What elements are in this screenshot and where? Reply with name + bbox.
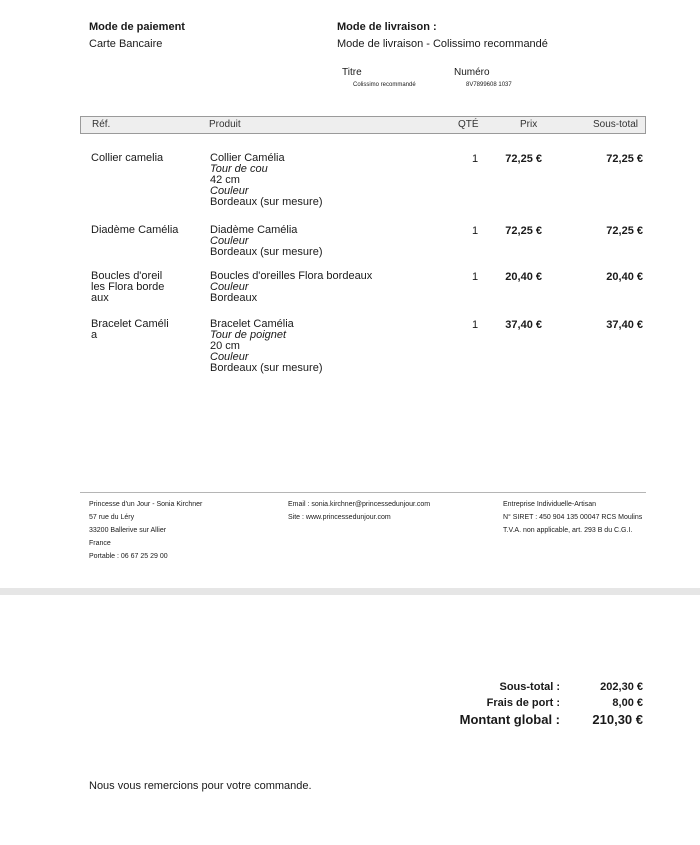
row-price: 72,25 € <box>505 225 542 237</box>
footer-line: France <box>89 540 111 547</box>
row-ref: Boucles d'oreil les Flora borde aux <box>91 270 165 304</box>
payment-heading: Mode de paiement <box>89 21 185 33</box>
footer-legal <box>503 500 653 539</box>
footer-line: Portable : 06 67 25 29 00 <box>89 553 168 560</box>
row-ref: Bracelet Caméli a <box>91 318 169 341</box>
row-price: 37,40 € <box>505 319 542 331</box>
row-subtotal: 37,40 € <box>606 319 643 331</box>
row-subtotal: 72,25 € <box>606 153 643 165</box>
subtotal-label: Sous-total : <box>499 681 560 693</box>
row-qty: 1 <box>472 225 479 237</box>
table-header <box>80 116 646 134</box>
header-ref: Réf. <box>92 119 111 130</box>
header-subtotal: Sous-total <box>593 119 639 130</box>
delivery-title-label: Titre <box>342 67 362 78</box>
row-product: Bracelet Camélia Tour de poignet 20 cm Couleur Bordeaux (sur mesure) <box>210 318 323 374</box>
footer-line: T.V.A. non applicable, art. 293 B du C.G.I. <box>503 527 633 534</box>
header-qty: QTÉ <box>458 119 479 130</box>
grand-total-label: Montant global : <box>459 712 560 727</box>
thanks-message: Nous vous remercions pour votre commande. <box>89 780 312 792</box>
row-price: 72,25 € <box>505 153 542 165</box>
footer-line: N° SIRET : 450 904 135 00047 RCS Moulins <box>503 514 643 521</box>
subtotal-value: 202,30 € <box>600 681 643 693</box>
footer-line: Site : www.princessedunjour.com <box>288 514 391 521</box>
shipping-value: 8,00 € <box>612 697 643 709</box>
payment-value: Carte Bancaire <box>89 38 163 50</box>
footer-line: 33200 Ballerive sur Allier <box>89 527 167 534</box>
row-ref: Diadème Camélia <box>91 224 179 236</box>
footer-line: 57 rue du Léry <box>89 514 135 521</box>
row-qty: 1 <box>472 271 479 283</box>
footer-line: Entreprise Individuelle-Artisan <box>503 501 596 508</box>
header-price: Prix <box>520 119 538 130</box>
delivery-heading: Mode de livraison : <box>337 21 437 33</box>
grand-total-value: 210,30 € <box>592 712 643 727</box>
footer-line: Email : sonia.kirchner@princessedunjour.com <box>288 501 431 508</box>
delivery-value: Mode de livraison - Colissimo recommandé <box>337 38 548 50</box>
delivery-number-value: 8V7899608 1037 <box>466 82 512 88</box>
footer-line: Princesse d'un Jour - Sonia Kirchner <box>89 501 203 508</box>
row-product: Boucles d'oreilles Flora bordeaux Couleur Bordeaux <box>210 270 373 304</box>
row-subtotal: 20,40 € <box>606 271 643 283</box>
row-price: 20,40 € <box>505 271 542 283</box>
shipping-label: Frais de port : <box>486 697 560 709</box>
row-qty: 1 <box>472 153 479 165</box>
delivery-number-label: Numéro <box>454 67 490 78</box>
page-break <box>0 588 700 595</box>
row-ref: Collier camelia <box>91 152 164 164</box>
footer-divider <box>80 492 646 493</box>
row-subtotal: 72,25 € <box>606 225 643 237</box>
row-product: Collier Camélia Tour de cou 42 cm Couleur Bordeaux (sur mesure) <box>210 152 323 208</box>
delivery-title-value: Colissimo recommandé <box>353 82 416 88</box>
footer-contact <box>288 500 498 526</box>
footer-company <box>89 500 279 565</box>
row-qty: 1 <box>472 319 479 331</box>
header-product: Produit <box>209 119 241 130</box>
row-product: Diadème Camélia Couleur Bordeaux (sur mesure) <box>210 224 323 258</box>
